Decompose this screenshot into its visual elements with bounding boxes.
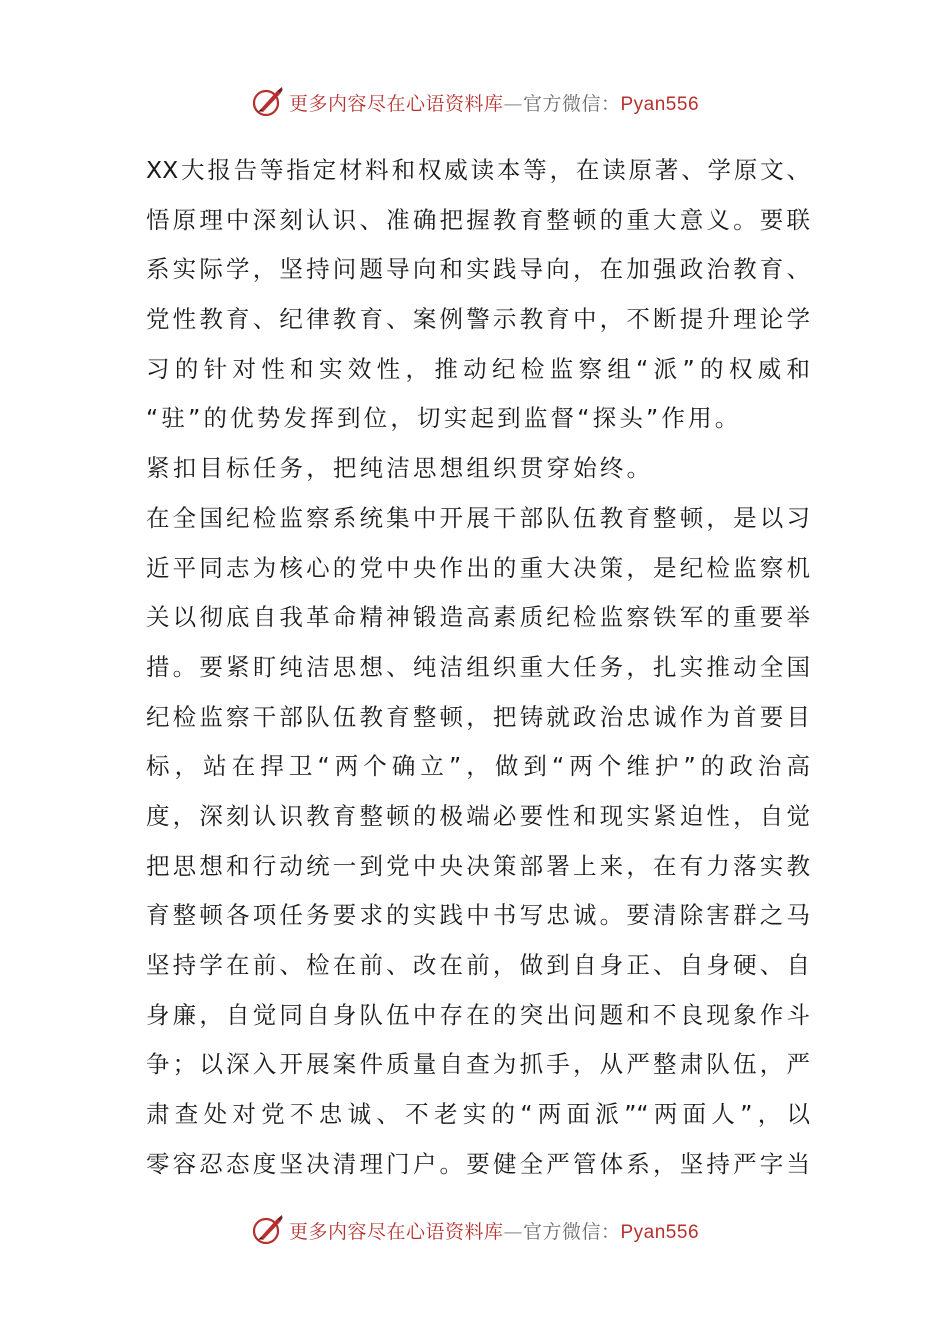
text-line: 纪检监察干部队伍教育整顿，把铸就政治忠诚作为首要目 [146,702,810,731]
document-body [146,146,810,1189]
text-line: 育整顿各项任务要求的实践中书写忠诚。要清除害群之马 [146,901,810,930]
header-wechat-label: 官方微信： [522,92,621,115]
text-line: 在全国纪检监察系统集中开展干部队伍教育整顿，是以习 [146,503,810,532]
header-wechat-id: Pyan556 [620,93,700,115]
text-line: 习的针对性和实效性，推动纪检监察组“派”的权威和 [146,354,810,383]
text-line: 度，深刻认识教育整顿的极端必要性和现实紧迫性，自觉 [146,801,810,830]
text-line: 措。要紧盯纯洁思想、纯洁组织重大任务，扎实推动全国 [146,652,810,681]
header-banner [0,82,950,122]
header-dash: — [503,92,523,115]
footer-brand: 更多内容尽在心语资料库 [288,1220,504,1243]
header-watermark-text [289,89,699,116]
text-line: 身廉，自觉同自身队伍中存在的突出问题和不良现象作斗 [146,1000,810,1029]
section-heading: 紧扣目标任务，把纯洁思想组织贯穿始终。 [146,454,654,483]
text-line: 悟原理中深刻认识、准确把握教育整顿的重大意义。要联 [146,205,810,234]
footer-wechat-id: Pyan556 [620,1221,700,1243]
quill-pen-logo-icon [251,1213,285,1247]
text-line: 坚持学在前、检在前、改在前，做到自身正、自身硬、自 [146,951,810,979]
text-line: 党性教育、纪律教育、案例警示教育中，不断提升理论学 [146,305,810,334]
footer-wechat-label: 官方微信： [522,1220,621,1243]
text-line: 肃查处对党不忠诚、不老实的“两面派”“两面人”，以 [146,1100,810,1129]
text-line: 关以彻底自我革命精神锻造高素质纪检监察铁军的重要举 [146,603,810,632]
text-line: 近平同志为核心的党中央作出的重大决策，是纪检监察机 [146,553,810,582]
footer-watermark-text [289,1217,699,1244]
footer-banner [0,1210,950,1250]
footer-dash: — [503,1220,523,1243]
quill-pen-logo-icon [251,85,285,119]
text-line: “驻”的优势发挥到位，切实起到监督“探头”作用。 [146,404,742,433]
text-line: 标，站在捍卫“两个确立”，做到“两个维护”的政治高 [146,752,810,781]
text-line: 零容忍态度坚决清理门户。要健全严管体系，坚持严字当 [146,1149,810,1178]
text-line: 争；以深入开展案件质量自查为抓手，从严整肃队伍，严 [146,1050,810,1079]
text-line: XX大报告等指定材料和权威读本等，在读原著、学原文、 [146,156,810,184]
text-line: 把思想和行动统一到党中央决策部署上来，在有力落实教 [146,851,810,880]
header-brand: 更多内容尽在心语资料库 [288,92,504,115]
text-line: 系实际学，坚持问题导向和实践导向，在加强政治教育、 [146,255,810,284]
